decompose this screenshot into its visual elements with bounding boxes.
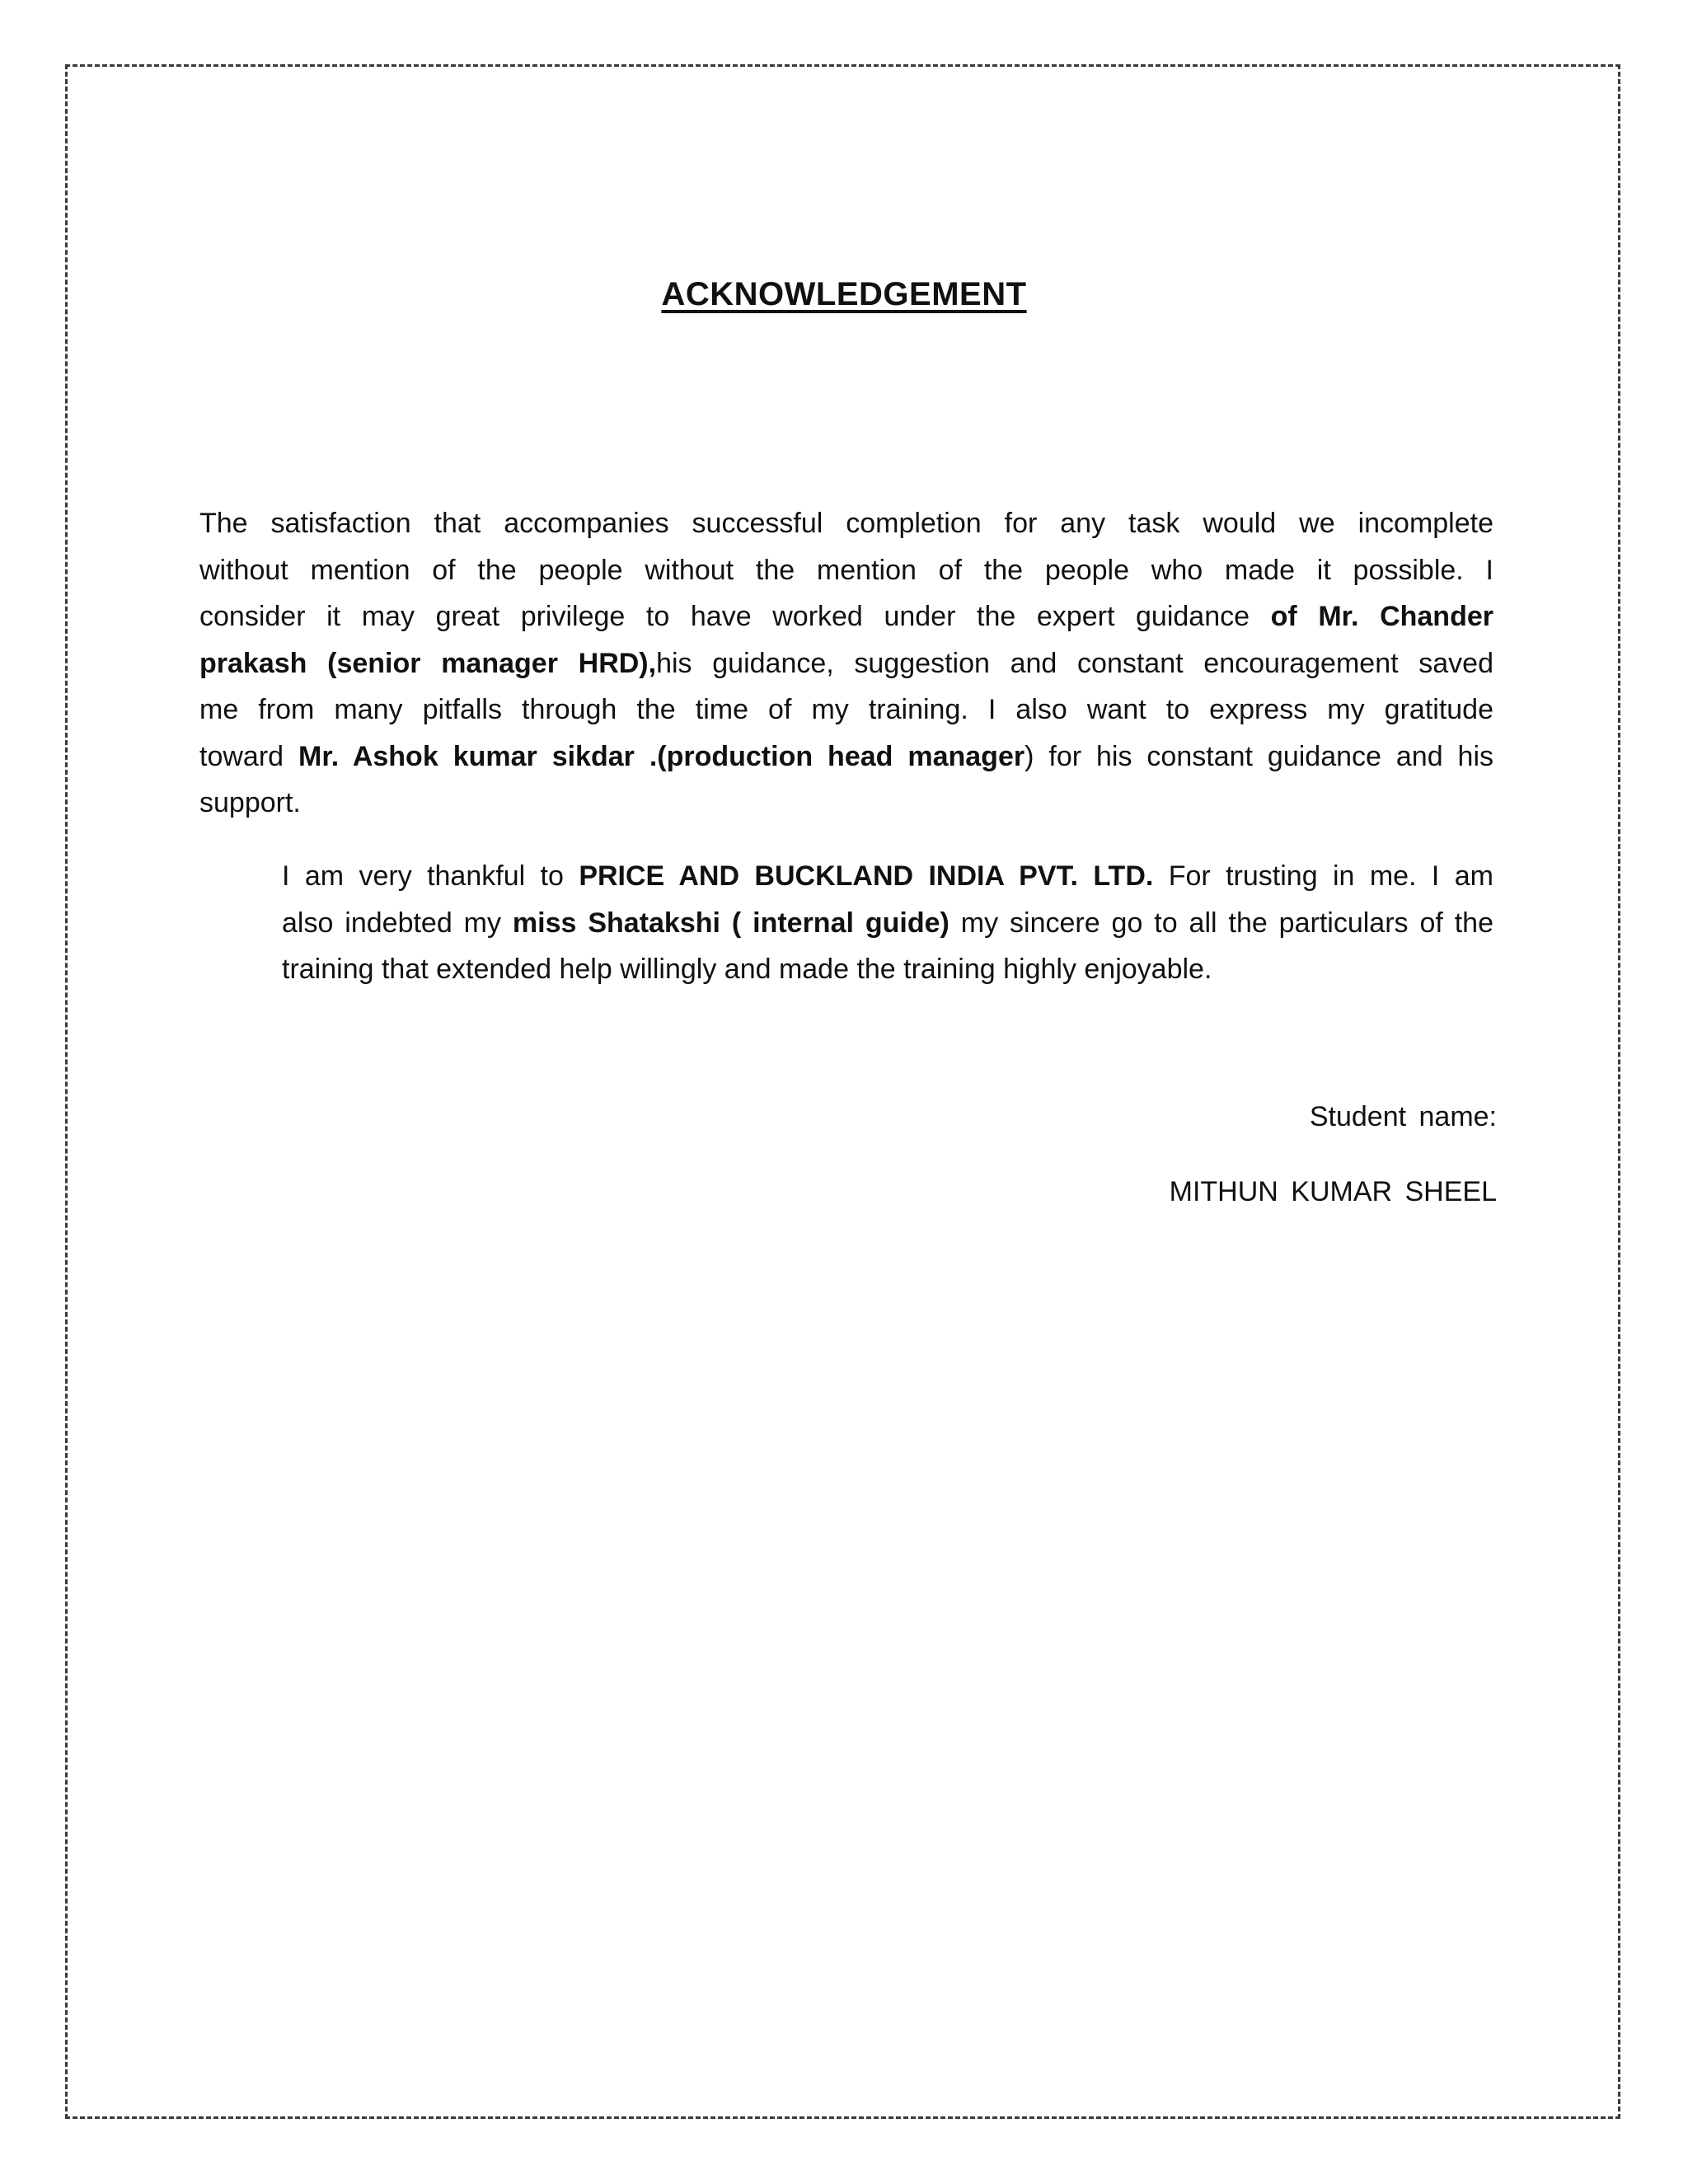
bold-text: miss Shatakshi ( internal guide) [512, 907, 950, 939]
bold-text: of Mr. Chander [1270, 601, 1493, 632]
paragraph-line: me from many pitfalls through the time of my training. I also want to express my gratitude [199, 694, 1493, 725]
page-border [65, 64, 1620, 2119]
paragraph-line: support. [199, 787, 301, 818]
acknowledgement-paragraph-1 [199, 500, 1493, 827]
bold-text: PRICE AND BUCKLAND INDIA PVT. LTD. [579, 860, 1154, 892]
bold-text: Mr. Ashok kumar sikdar .(production head manager [298, 740, 1025, 772]
student-name: MITHUN KUMAR SHEEL [1169, 1176, 1497, 1207]
paragraph-line: prakash (senior manager HRD),his guidance, suggestion and constant encouragement saved [199, 647, 1494, 679]
page-title: ACKNOWLEDGEMENT [661, 276, 1027, 312]
paragraph-line: consider it may great privilege to have worked under the expert guidance of Mr. Chander [199, 601, 1493, 632]
acknowledgement-paragraph-2 [199, 853, 1493, 993]
paragraph-line: toward Mr. Ashok kumar sikdar .(production head manager) for his constant guidance and his [199, 740, 1494, 772]
paragraph-line: also indebted my miss Shatakshi ( internal guide) my sincere go to all the particulars of the [282, 907, 1493, 939]
paragraph-line: I am very thankful to PRICE AND BUCKLAND INDIA PVT. LTD. For trusting in me. I am [282, 860, 1493, 892]
bold-text: prakash (senior manager HRD), [199, 647, 657, 679]
student-name-label: Student name: [1309, 1101, 1497, 1132]
paragraph-line: The satisfaction that accompanies successful completion for any task would we incomplete [199, 508, 1493, 539]
paragraph-line: training that extended help willingly and made the training highly enjoyable. [282, 954, 1212, 985]
paragraph-line: without mention of the people without the mention of the people who made it possible. I [199, 554, 1493, 586]
